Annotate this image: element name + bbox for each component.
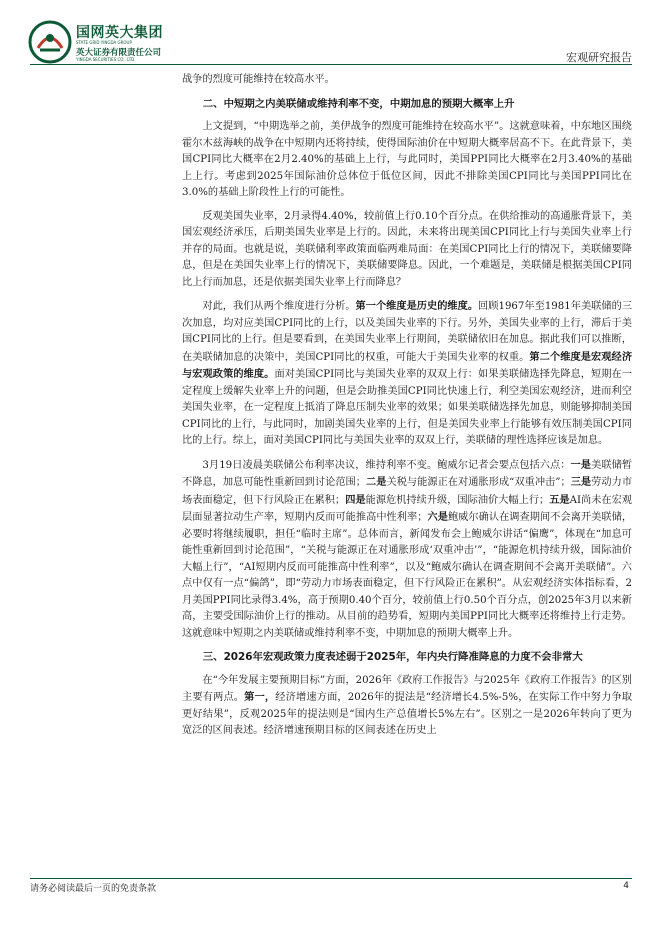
bold-run-point-2: 二是 xyxy=(365,476,387,488)
logo-chinese-name: 国网英大集团 xyxy=(76,25,163,41)
logo-english-company: YINGDA SECURITIES CO., LTD. xyxy=(76,57,136,62)
company-logo xyxy=(28,20,178,64)
bold-run-macro-dimension: 第二个维度是宏观经济与宏观政策的维度。 xyxy=(182,350,633,380)
section-heading-3: 三、2026年宏观政策力度表述弱于2025年，年内央行降准降息的力度不会非常大 xyxy=(202,651,583,663)
bold-run-point-4: 四是 xyxy=(345,493,366,506)
report-type-label: 宏观研究报告 xyxy=(566,51,632,64)
disclaimer-note: 请务必阅读最后一页的免责条款 xyxy=(30,884,157,894)
paragraph-fomc-decision xyxy=(182,457,632,643)
paragraph-continuation: 战争的烈度可能维持在较高水平。 xyxy=(182,74,335,85)
bold-run-point-3: 三是 xyxy=(570,476,592,488)
text-run: 能源危机持续升级，国际油价大幅上行； xyxy=(365,494,550,506)
header-divider xyxy=(30,64,632,65)
bold-run-point-6: 六是 xyxy=(427,511,448,523)
paragraph-oil-inflation: 上文提到，“中期选举之前，美伊战争的烈度可能维持在较高水平”。这就意味着，中东地区围绕霍尔木兹海峡的战争在中短期内还将持续，使得国际油价在中短期大概率居高不下。在此背景下，美国CPI同比大概率在2月2.40%的基础上上行，与此同时，美国PPI同比大概率在2月3.40%的基础上上行。考虑到2025年国际油价总体位于低位区间，因此不排除美国CPI同比与美国PPI同比在3.0%的基础上阶段性上行的可能性。 xyxy=(182,121,632,198)
text-run: 3月19日凌晨美联储公布利率决议，维持利率不变。鲍威尔记者会要点包括六点： xyxy=(202,459,571,471)
footer-divider xyxy=(30,878,632,879)
text-run: 鲍威尔确认在调查期间不会离开美联储，必要时将继续履职，担任“临时主席”。总体而言，新闻发布会上鲍威尔讲话“偏鹰”，体现在“加息可能性重新回到讨论范围”，“关税与能源正在对通胀形成‘双重冲击’”，“能源危机持续升级，国际油价大幅上行”，“AI短期内反而可能推高中性利率”，以及“鲍威尔确认在调查期间不会离开美联储”。六点中仅有一点“偏鸽”，即“劳动力市场表面稳定，但下行风险正在累积”。从宏观经济实体指标看，2月美国PPI同比录得3.4%，高于预期0.40个百分，较前值上行0.50个百分点，创2025年3月以来新高，主要受国际油价上行的推动。从目前的趋势看，短期内美国PPI同比大概率还将维持上行走势。这就意味中短期之内美联储或维持利率不变，中期加息的预期大概率上升。 xyxy=(182,512,633,639)
section-heading-2: 二、中短期之内美联储或维持利率不变，中期加息的预期大概率上升 xyxy=(202,97,515,110)
text-run: 对此，我们从两个维度进行分析。 xyxy=(202,301,356,312)
page-number: 4 xyxy=(623,881,629,891)
text-run: 回顾1967年至1981年美联储的三次加息，均对应美国CPI同比的上行，以及美国失业率的下行。另外，美国失业率的上行，滞后于美国CPI同比的上行。但是要看到，在美国失业率上行期间，美联储依旧在加息。据此我们可以推断，在美联储加息的决策中，美国CPI同比的权重，可能大于美国失业率的权重。 xyxy=(182,301,633,363)
paragraph-growth-target xyxy=(182,673,632,740)
yingda-logo-icon xyxy=(28,20,72,64)
report-body xyxy=(182,72,632,740)
text-run: 劳动力市场表面稳定，但下行风险正在累积； xyxy=(182,477,633,506)
text-run: AI尚未在宏观层面显著拉动生产率，短期内反而可能推高中性利率； xyxy=(182,494,633,523)
text-run: 在“今年发展主要预期目标”方面，2026年《政府工作报告》与2025年《政府工作报告》的区别主要有两点。 xyxy=(182,674,632,703)
logo-english-group: STATE GRID YINGDA GROUP xyxy=(76,40,132,45)
text-run: 美联储暂不降息，加息可能性重新回到讨论范围； xyxy=(182,459,633,488)
text-run: 面对美国CPI同比与美国失业率的双双上行：如果美联储选择先降息，短期在一定程度上缓解失业率上升的问题，但是会助推美国CPI同比快速上行，利空美国宏观经济，进而利空美国失业率，在一定程度上抵消了降息压制失业率的效果；如果美联储选择先加息，则能够抑制美国CPI同比的上行，与此同时，加剧美国失业率的上行，但是美国失业率上行能够有效压制美国CPI同比的上行。综上，面对美国CPI同比与美国失业率的双双上行，美联储的理性选择应该是加息。 xyxy=(182,369,633,446)
text-run: 关税与能源正在对通胀形成“双重冲击”； xyxy=(386,477,571,488)
bold-run-point-5: 五是 xyxy=(549,493,570,506)
paragraph-unemployment: 反观美国失业率，2月录得4.40%，较前值上行0.10个百分点。在供给推动的高通胀背景下，美国宏观经济承压，后期美国失业率是上行的。因此，未来将出现美国CPI同比上行与美国失业率上行并存的局面。也就是说，美联储利率政策面临两难局面：在美国CPI同比上行的情况下，美联储要降息，但是在美国失业率上行的情况下，美联储要降息。因此，一个难题是，美联储是根据美国CPI同比上行而加息，还是依据美国失业率上行而降息？ xyxy=(182,210,632,288)
bold-run-historical-dimension: 第一个维度是历史的维度。 xyxy=(355,300,479,312)
logo-chinese-company: 英大证券有限责任公司 xyxy=(76,48,162,58)
page-header xyxy=(0,0,662,74)
paragraph-two-dimensions xyxy=(182,298,632,450)
text-run: 经济增速方面，2026年的提法是“经济增长4.5%-5%，在实际工作中努力争取更好结果”，反观2025年的提法则是“国内生产总值增长5%左右”。区别之一是2026年转向了更为宽泛的区间表述。经济增速预期目标的区间表述在历史上 xyxy=(182,692,633,736)
bold-run-point-1: 一是 xyxy=(570,458,592,471)
bold-run-first: 第一， xyxy=(244,691,276,703)
